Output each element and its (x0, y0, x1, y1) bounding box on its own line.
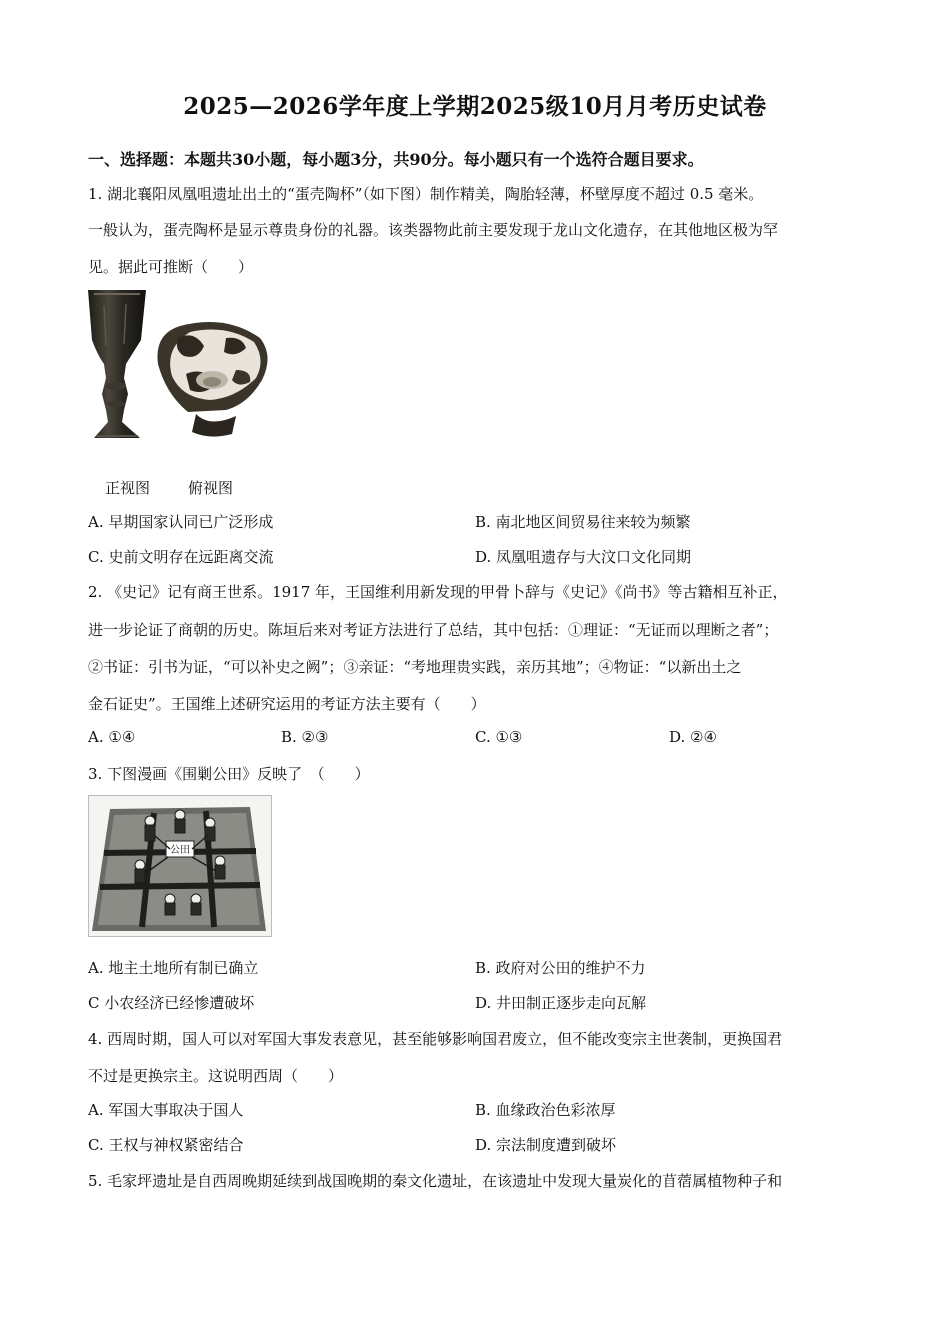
q4-option-d: D. 宗法制度遭到破坏 (475, 1136, 617, 1154)
caption-top-view: 俯视图 (188, 479, 234, 497)
q3-option-a: A. 地主土地所有制已确立 (88, 959, 259, 977)
section-heading: 一、选择题：本题共30小题，每小题3分，共90分。每小题只有一个选符合题目要求。 (88, 150, 704, 169)
q4-option-b: B. 血缘政治色彩浓厚 (475, 1101, 616, 1119)
q4-line-2: 不过是更换宗主。这说明西周（ ） (88, 1067, 344, 1085)
q2-line-4: 金石证史”。王国维上述研究运用的考证方法主要有（ ） (88, 695, 486, 713)
q3-option-d: D. 井田制正逐步走向瓦解 (475, 994, 647, 1012)
cartoon-figure (88, 795, 272, 937)
public-field-sign: 公田 (170, 845, 190, 856)
top-view-cup-image (157, 322, 267, 437)
q2-option-d: D. ②④ (669, 728, 717, 746)
q2-option-b: B. ②③ (281, 728, 329, 746)
q2-option-c: C. ①③ (475, 728, 523, 746)
q2-line-3: ②书证：引书为证，“可以补史之阙”；③亲证：“考地理贵实践，亲历其地”；④物证：“以新出土之 (88, 658, 742, 676)
q2-line-1: 2. 《史记》记有商王世系。1917 年，王国维利用新发现的甲骨卜辞与《史记》《尚书》等古籍相互补正， (88, 583, 788, 601)
front-view-cup-image (88, 290, 146, 438)
q5-line-1: 5. 毛家坪遗址是自西周晚期延续到战国晚期的秦文化遗址，在该遗址中发现大量炭化的苜蓿属植物种子和 (88, 1172, 783, 1190)
q3-line-1: 3. 下图漫画《围剿公田》反映了 （ ） (88, 765, 370, 783)
q4-option-c: C. 王权与神权紧密结合 (88, 1136, 244, 1154)
q1-line-2: 一般认为，蛋壳陶杯是显示尊贵身份的礼器。该类器物此前主要发现于龙山文化遗存，在其他地区极为罕 (88, 221, 779, 239)
q3-option-b: B. 政府对公田的维护不力 (475, 959, 646, 977)
caption-front-view: 正视图 (105, 479, 151, 497)
q2-line-2: 进一步论证了商朝的历史。陈垣后来对考证方法进行了总结，其中包括：①理证：“无证而以理断之者”； (88, 621, 779, 639)
q1-option-a: A. 早期国家认同已广泛形成 (88, 513, 274, 531)
q3-option-c: C 小农经济已经惨遭破坏 (88, 994, 255, 1012)
q1-line-1: 1. 湖北襄阳凤凰咀遗址出土的“蛋壳陶杯”（如下图）制作精美，陶胎轻薄，杯壁厚度不超过 0.5 毫米。 (88, 185, 764, 203)
q2-option-a: A. ①④ (88, 728, 136, 746)
eggshell-cup-figure (86, 286, 276, 446)
page-title: 2025—2026学年度上学期2025级10月月考历史试卷 (183, 93, 767, 120)
q4-line-1: 4. 西周时期，国人可以对军国大事发表意见，甚至能够影响国君废立，但不能改变宗主世袭制，更换国君 (88, 1030, 783, 1048)
q1-option-c: C. 史前文明存在远距离交流 (88, 548, 274, 566)
q1-option-b: B. 南北地区间贸易往来较为频繁 (475, 513, 691, 531)
q1-line-3: 见。据此可推断（ ） (88, 258, 254, 276)
q4-option-a: A. 军国大事取决于国人 (88, 1101, 244, 1119)
q1-option-d: D. 凤凰咀遗存与大汶口文化同期 (475, 548, 692, 566)
